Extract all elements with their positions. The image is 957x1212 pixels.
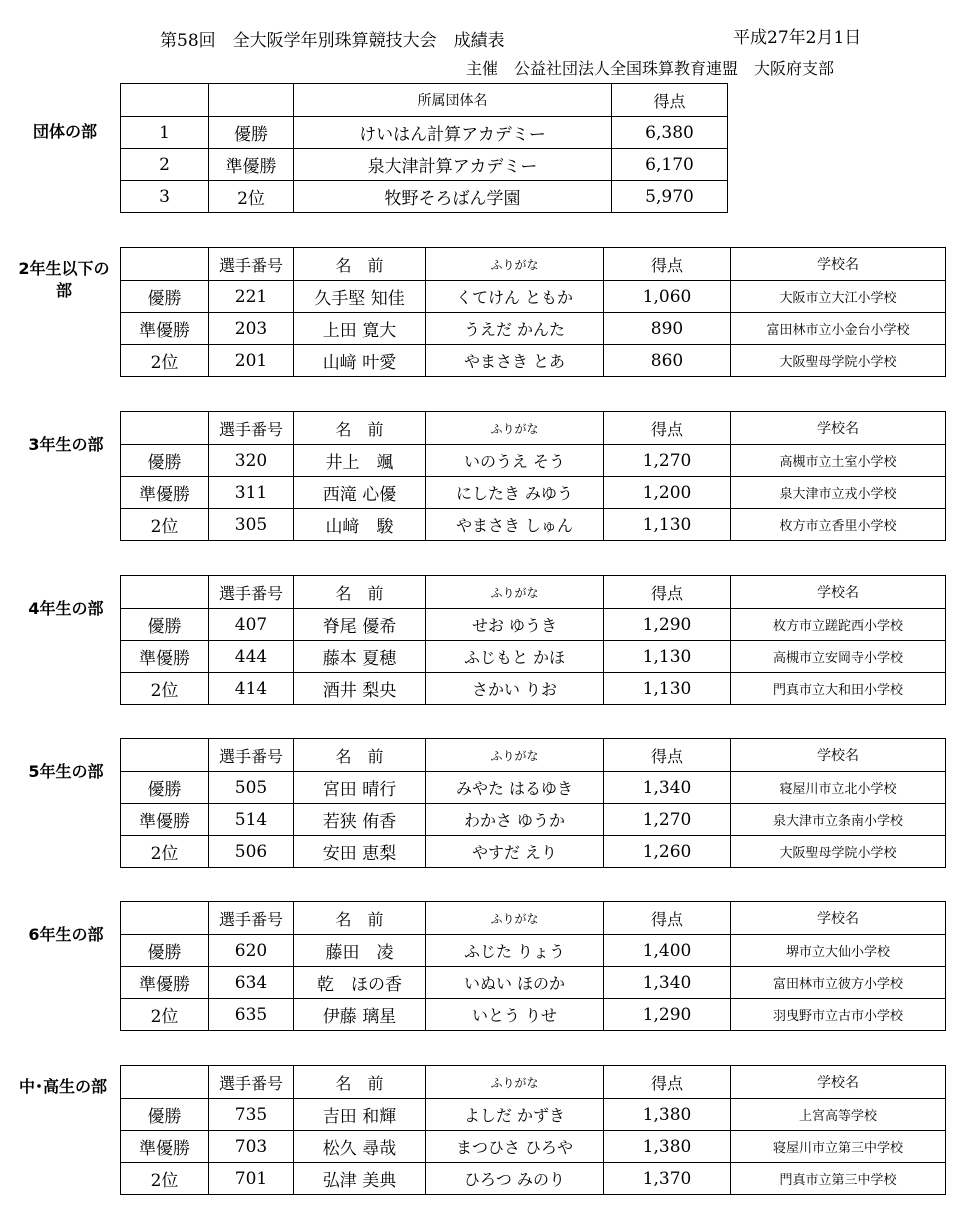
- player-number-cell: 311: [209, 477, 294, 509]
- school-cell: 寝屋川市立第三中学校: [731, 1131, 946, 1163]
- school-cell: 泉大津市立条南小学校: [731, 804, 946, 836]
- section-label: 3年生の部: [28, 435, 104, 454]
- name-cell: 西滝 心優: [294, 477, 426, 509]
- header-furigana: ふりがな: [426, 902, 604, 935]
- score-cell: 1,340: [604, 772, 731, 804]
- furigana-cell: いのうえ そう: [426, 445, 604, 477]
- rank-cell: 2位: [121, 673, 209, 705]
- header-furigana: ふりがな: [426, 412, 604, 445]
- name-cell: 上田 寛大: [294, 313, 426, 345]
- table-row: [121, 117, 728, 149]
- score-cell: 1,270: [604, 804, 731, 836]
- table-header-row: [121, 84, 728, 117]
- header-furigana: ふりがな: [426, 739, 604, 772]
- table-row: [121, 1099, 946, 1131]
- school-cell: 枚方市立蹉跎西小学校: [731, 609, 946, 641]
- table-header-row: [121, 739, 946, 772]
- rank-cell: 優勝: [121, 281, 209, 313]
- header-blank: [121, 248, 209, 281]
- table-row: [121, 1131, 946, 1163]
- furigana-cell: うえだ かんた: [426, 313, 604, 345]
- furigana-cell: やまさき しゅん: [426, 509, 604, 541]
- table-header-row: [121, 902, 946, 935]
- header-blank: [121, 1066, 209, 1099]
- header-school: 学校名: [731, 248, 946, 281]
- header-score: 得点: [604, 412, 731, 445]
- team-name-cell: 牧野そろばん学園: [294, 181, 612, 213]
- team-section-label: 団体の部: [32, 122, 97, 141]
- header-school: 学校名: [731, 902, 946, 935]
- header-blank: [121, 739, 209, 772]
- header-player-number: 選手番号: [209, 576, 294, 609]
- school-cell: 羽曳野市立古市小学校: [731, 999, 946, 1031]
- header-name: 名 前: [294, 576, 426, 609]
- table-header-row: [121, 576, 946, 609]
- header-blank: [121, 412, 209, 445]
- school-cell: 寝屋川市立北小学校: [731, 772, 946, 804]
- header-blank: [121, 902, 209, 935]
- school-cell: 門真市立第三中学校: [731, 1163, 946, 1195]
- player-number-cell: 634: [209, 967, 294, 999]
- score-cell: 1,130: [604, 673, 731, 705]
- score-cell: 1,200: [604, 477, 731, 509]
- header-team-name: 所属団体名: [294, 84, 612, 117]
- furigana-cell: みやた はるゆき: [426, 772, 604, 804]
- player-number-cell: 203: [209, 313, 294, 345]
- school-cell: 枚方市立香里小学校: [731, 509, 946, 541]
- rank-cell: 2位: [121, 999, 209, 1031]
- header-school: 学校名: [731, 739, 946, 772]
- furigana-cell: よしだ かずき: [426, 1099, 604, 1131]
- rank-cell: 2位: [121, 1163, 209, 1195]
- name-cell: 安田 恵梨: [294, 836, 426, 868]
- table-row: [121, 181, 728, 213]
- section-results-table: [120, 411, 946, 541]
- name-cell: 乾 ほの香: [294, 967, 426, 999]
- table-row: [121, 999, 946, 1031]
- table-row: [121, 281, 946, 313]
- school-cell: 富田林市立小金台小学校: [731, 313, 946, 345]
- table-row: [121, 445, 946, 477]
- player-number-cell: 414: [209, 673, 294, 705]
- furigana-cell: いとう りせ: [426, 999, 604, 1031]
- header-furigana: ふりがな: [426, 576, 604, 609]
- page-title: 第58回 全大阪学年別珠算競技大会 成績表: [160, 31, 505, 51]
- header-school: 学校名: [731, 576, 946, 609]
- furigana-cell: にしたき みゆう: [426, 477, 604, 509]
- name-cell: 伊藤 璃星: [294, 999, 426, 1031]
- name-cell: 久手堅 知佳: [294, 281, 426, 313]
- player-number-cell: 701: [209, 1163, 294, 1195]
- player-number-cell: 305: [209, 509, 294, 541]
- team-number: 2: [121, 149, 209, 181]
- name-cell: 山﨑 駿: [294, 509, 426, 541]
- table-row: [121, 149, 728, 181]
- school-cell: 大阪聖母学院小学校: [731, 345, 946, 377]
- rank-cell: 準優勝: [121, 967, 209, 999]
- name-cell: 酒井 梨央: [294, 673, 426, 705]
- player-number-cell: 320: [209, 445, 294, 477]
- furigana-cell: せお ゆうき: [426, 609, 604, 641]
- rank-cell: 優勝: [121, 445, 209, 477]
- table-row: [121, 935, 946, 967]
- section-results-table: [120, 738, 946, 868]
- score-cell: 1,060: [604, 281, 731, 313]
- header-school: 学校名: [731, 412, 946, 445]
- rank-cell: 優勝: [121, 772, 209, 804]
- table-row: [121, 836, 946, 868]
- header-furigana: ふりがな: [426, 1066, 604, 1099]
- table-row: [121, 673, 946, 705]
- header-furigana: ふりがな: [426, 248, 604, 281]
- table-header-row: [121, 1066, 946, 1099]
- header-score: 得点: [604, 739, 731, 772]
- name-cell: 吉田 和輝: [294, 1099, 426, 1131]
- name-cell: 弘津 美典: [294, 1163, 426, 1195]
- table-header-row: [121, 248, 946, 281]
- player-number-cell: 505: [209, 772, 294, 804]
- header-blank: [121, 576, 209, 609]
- player-number-cell: 735: [209, 1099, 294, 1131]
- score-cell: 1,270: [604, 445, 731, 477]
- furigana-cell: まつひさ ひろや: [426, 1131, 604, 1163]
- rank-cell: 準優勝: [209, 149, 294, 181]
- header-score: 得点: [604, 1066, 731, 1099]
- score-cell: 6,170: [612, 149, 728, 181]
- header-name: 名 前: [294, 1066, 426, 1099]
- rank-cell: 準優勝: [121, 477, 209, 509]
- header-name: 名 前: [294, 739, 426, 772]
- table-row: [121, 509, 946, 541]
- section-results-table: [120, 575, 946, 705]
- section-results-table: [120, 247, 946, 377]
- school-cell: 高槻市立安岡寺小学校: [731, 641, 946, 673]
- table-row: [121, 313, 946, 345]
- score-cell: 1,400: [604, 935, 731, 967]
- document-date: 平成27年2月1日: [733, 28, 862, 48]
- rank-cell: 優勝: [209, 117, 294, 149]
- table-row: [121, 804, 946, 836]
- score-cell: 1,290: [604, 999, 731, 1031]
- name-cell: 藤本 夏穂: [294, 641, 426, 673]
- table-row: [121, 641, 946, 673]
- table-row: [121, 1163, 946, 1195]
- school-cell: 大阪市立大江小学校: [731, 281, 946, 313]
- furigana-cell: やすだ えり: [426, 836, 604, 868]
- header-school: 学校名: [731, 1066, 946, 1099]
- score-cell: 860: [604, 345, 731, 377]
- score-cell: 1,290: [604, 609, 731, 641]
- table-row: [121, 967, 946, 999]
- school-cell: 大阪聖母学院小学校: [731, 836, 946, 868]
- header-score: 得点: [604, 576, 731, 609]
- player-number-cell: 620: [209, 935, 294, 967]
- player-number-cell: 514: [209, 804, 294, 836]
- header-player-number: 選手番号: [209, 1066, 294, 1099]
- player-number-cell: 506: [209, 836, 294, 868]
- rank-cell: 準優勝: [121, 1131, 209, 1163]
- furigana-cell: さかい りお: [426, 673, 604, 705]
- score-cell: 5,970: [612, 181, 728, 213]
- score-cell: 1,130: [604, 641, 731, 673]
- school-cell: 堺市立大仙小学校: [731, 935, 946, 967]
- player-number-cell: 221: [209, 281, 294, 313]
- header-cell: [121, 84, 209, 117]
- name-cell: 松久 尋哉: [294, 1131, 426, 1163]
- section-results-table: [120, 1065, 946, 1195]
- school-cell: 高槻市立土室小学校: [731, 445, 946, 477]
- rank-cell: 準優勝: [121, 804, 209, 836]
- player-number-cell: 703: [209, 1131, 294, 1163]
- score-cell: 1,260: [604, 836, 731, 868]
- header-player-number: 選手番号: [209, 248, 294, 281]
- school-cell: 上宮高等学校: [731, 1099, 946, 1131]
- team-results-table: [120, 83, 728, 213]
- furigana-cell: くてけん ともか: [426, 281, 604, 313]
- furigana-cell: ふじた りょう: [426, 935, 604, 967]
- player-number-cell: 201: [209, 345, 294, 377]
- header-name: 名 前: [294, 902, 426, 935]
- header-player-number: 選手番号: [209, 902, 294, 935]
- team-name-cell: 泉大津計算アカデミー: [294, 149, 612, 181]
- table-row: [121, 345, 946, 377]
- rank-cell: 2位: [121, 836, 209, 868]
- score-cell: 1,340: [604, 967, 731, 999]
- header-score: 得点: [604, 902, 731, 935]
- rank-cell: 2位: [209, 181, 294, 213]
- team-name-cell: けいはん計算アカデミー: [294, 117, 612, 149]
- section-label: 2年生以下の部: [18, 259, 110, 300]
- name-cell: 脊尾 優希: [294, 609, 426, 641]
- section-results-table: [120, 901, 946, 1031]
- score-cell: 1,370: [604, 1163, 731, 1195]
- name-cell: 若狭 侑香: [294, 804, 426, 836]
- score-cell: 1,380: [604, 1099, 731, 1131]
- name-cell: 藤田 凌: [294, 935, 426, 967]
- rank-cell: 2位: [121, 509, 209, 541]
- header-player-number: 選手番号: [209, 739, 294, 772]
- furigana-cell: わかさ ゆうか: [426, 804, 604, 836]
- player-number-cell: 407: [209, 609, 294, 641]
- rank-cell: 準優勝: [121, 313, 209, 345]
- header-score: 得点: [604, 248, 731, 281]
- team-number: 1: [121, 117, 209, 149]
- table-header-row: [121, 412, 946, 445]
- school-cell: 富田林市立彼方小学校: [731, 967, 946, 999]
- furigana-cell: ひろつ みのり: [426, 1163, 604, 1195]
- table-row: [121, 772, 946, 804]
- school-cell: 門真市立大和田小学校: [731, 673, 946, 705]
- header-name: 名 前: [294, 412, 426, 445]
- score-cell: 6,380: [612, 117, 728, 149]
- section-label: 中･高生の部: [18, 1077, 107, 1096]
- rank-cell: 2位: [121, 345, 209, 377]
- team-number: 3: [121, 181, 209, 213]
- header-score: 得点: [612, 84, 728, 117]
- organizer-line: 主催 公益社団法人全国珠算教育連盟 大阪府支部: [466, 59, 835, 78]
- section-label: 4年生の部: [28, 599, 104, 618]
- school-cell: 泉大津市立戎小学校: [731, 477, 946, 509]
- name-cell: 山﨑 叶愛: [294, 345, 426, 377]
- section-label: 5年生の部: [28, 762, 104, 781]
- name-cell: 井上 颯: [294, 445, 426, 477]
- table-row: [121, 477, 946, 509]
- player-number-cell: 635: [209, 999, 294, 1031]
- score-cell: 890: [604, 313, 731, 345]
- furigana-cell: やまさき とあ: [426, 345, 604, 377]
- header-player-number: 選手番号: [209, 412, 294, 445]
- rank-cell: 優勝: [121, 609, 209, 641]
- rank-cell: 準優勝: [121, 641, 209, 673]
- name-cell: 宮田 晴行: [294, 772, 426, 804]
- rank-cell: 優勝: [121, 1099, 209, 1131]
- furigana-cell: ふじもと かほ: [426, 641, 604, 673]
- header-name: 名 前: [294, 248, 426, 281]
- score-cell: 1,380: [604, 1131, 731, 1163]
- header-cell: [209, 84, 294, 117]
- rank-cell: 優勝: [121, 935, 209, 967]
- score-cell: 1,130: [604, 509, 731, 541]
- table-row: [121, 609, 946, 641]
- section-label: 6年生の部: [28, 925, 104, 944]
- player-number-cell: 444: [209, 641, 294, 673]
- furigana-cell: いぬい ほのか: [426, 967, 604, 999]
